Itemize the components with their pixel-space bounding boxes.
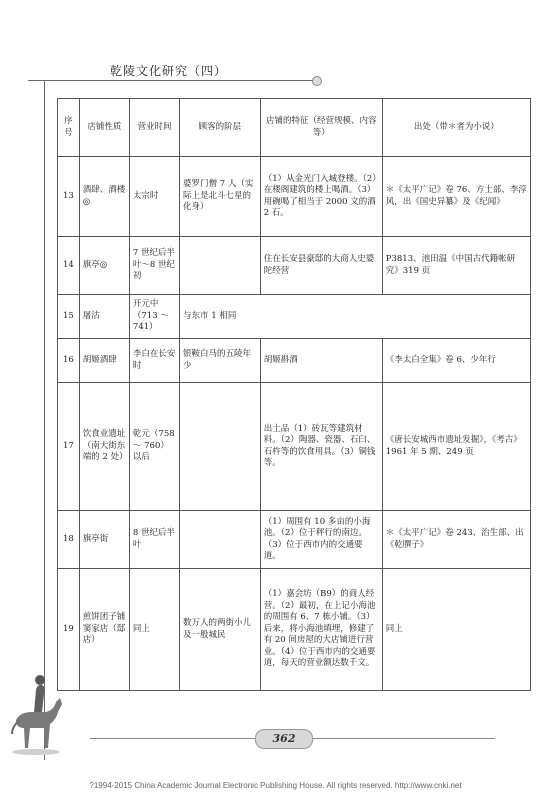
copyright-notice: ?1994-2015 China Academic Journal Electronic Publishing House. All rights reserved. http://www.cnki.net bbox=[89, 781, 462, 790]
header-cell-features: 店铺的特征（经营规模、内容等） bbox=[260, 99, 382, 157]
shop-features: （1）从金光门入城登楼。（2）在楼阁建筑的楼上喝酒。（3）用碗喝了相当于 2000 文的酒 2 石。 bbox=[260, 157, 382, 237]
customer-class bbox=[180, 237, 261, 295]
source: 同上 bbox=[382, 569, 530, 691]
customer-class: 婆罗门僧 7 人（实际上是北斗七星的化身） bbox=[180, 157, 261, 237]
customer-class: 与东市 1 相同 bbox=[180, 295, 531, 339]
header-ornament bbox=[312, 76, 322, 86]
table-row bbox=[58, 295, 531, 339]
row-number: 18 bbox=[58, 511, 80, 569]
shops-table bbox=[57, 98, 531, 691]
row-number: 13 bbox=[58, 157, 80, 237]
shop-features: 住在长安县豪邸的大商人史婆陀经营 bbox=[260, 237, 382, 295]
source: P3813、池田温《中国古代籍帐研究》319 页 bbox=[382, 237, 530, 295]
header-rule bbox=[28, 80, 318, 81]
business-time: 开元中（713 ～ 741） bbox=[129, 295, 179, 339]
table-row bbox=[58, 237, 531, 295]
header-cell-source: 出处（带＊者为小说） bbox=[382, 99, 530, 157]
running-header: 乾陵文化研究（四） bbox=[110, 64, 228, 78]
header-cell-customers: 顾客的阶层 bbox=[180, 99, 261, 157]
table-row bbox=[58, 569, 531, 691]
shop-type: 胡姬酒肆 bbox=[79, 339, 129, 383]
shop-features: （1）周围有 10 多亩的小海池。（2）位于秤行的南边。（3）位于西市内的交通要道。 bbox=[260, 511, 382, 569]
shop-type: 煎饼团子铺窦家店（邸店） bbox=[79, 569, 129, 691]
shop-type: 饮食业遗址（南大街东端的 2 处） bbox=[79, 383, 129, 511]
table-row bbox=[58, 383, 531, 511]
table-row bbox=[58, 339, 531, 383]
header-cell-type: 店铺性质 bbox=[79, 99, 129, 157]
customer-class bbox=[180, 383, 261, 511]
row-number: 16 bbox=[58, 339, 80, 383]
customer-class: 数万人的两街小儿及一般城民 bbox=[180, 569, 261, 691]
margin-rule bbox=[44, 80, 45, 760]
source: ＊《太平广记》卷 76、方士部、李淳风，出《国史异纂》及《纪闻》 bbox=[382, 157, 530, 237]
horse-rider-figurine-icon bbox=[6, 668, 66, 756]
source: ＊《太平广记》卷 243、治生部、出《乾𦠆子》 bbox=[382, 511, 530, 569]
source: 《李太白全集》卷 6、少年行 bbox=[382, 339, 530, 383]
shop-features: 胡姬斟酒 bbox=[260, 339, 382, 383]
business-time: 乾元（758 ～ 760）以后 bbox=[129, 383, 179, 511]
shop-type: 酒肆、酒楼◎ bbox=[79, 157, 129, 237]
business-time: 8 世纪后半叶 bbox=[129, 511, 179, 569]
header-cell-no: 序号 bbox=[58, 99, 80, 157]
shop-features: 出土品（1）砖瓦等建筑材料。（2）陶器、瓷器、石臼、石杵等的饮食用具。（3）铜钱等。 bbox=[260, 383, 382, 511]
business-time: 李白在长安时 bbox=[129, 339, 179, 383]
page-number: 362 bbox=[255, 729, 313, 749]
row-number: 17 bbox=[58, 383, 80, 511]
row-number: 15 bbox=[58, 295, 80, 339]
business-time: 7 世纪后半叶～8 世纪初 bbox=[129, 237, 179, 295]
shop-type: 屠沽 bbox=[79, 295, 129, 339]
table-row bbox=[58, 157, 531, 237]
table-header-row bbox=[58, 99, 531, 157]
shop-features: （1）嘉会坊（B9）的商人经营。（2）最初，在上记小海池的周围有 6、7 栋小铺。（3）后来，将小海池填埋，修建了有 20 间房屋的大店铺进行营业。（4）位于西市内的交通要道，每天的营业额达数千文。 bbox=[260, 569, 382, 691]
shop-type: 旗亭◎ bbox=[79, 237, 129, 295]
business-time: 太宗时 bbox=[129, 157, 179, 237]
header-cell-time: 营业时间 bbox=[129, 99, 179, 157]
shop-type: 旗亭街 bbox=[79, 511, 129, 569]
customer-class: 银鞍白马的五陵年少 bbox=[180, 339, 261, 383]
business-time: 同上 bbox=[129, 569, 179, 691]
row-number: 14 bbox=[58, 237, 80, 295]
source: 《唐长安城西市遗址发掘》，《考古》1961 年 5 期、249 页 bbox=[382, 383, 530, 511]
customer-class bbox=[180, 511, 261, 569]
row-number: 19 bbox=[58, 569, 80, 691]
table-row bbox=[58, 511, 531, 569]
